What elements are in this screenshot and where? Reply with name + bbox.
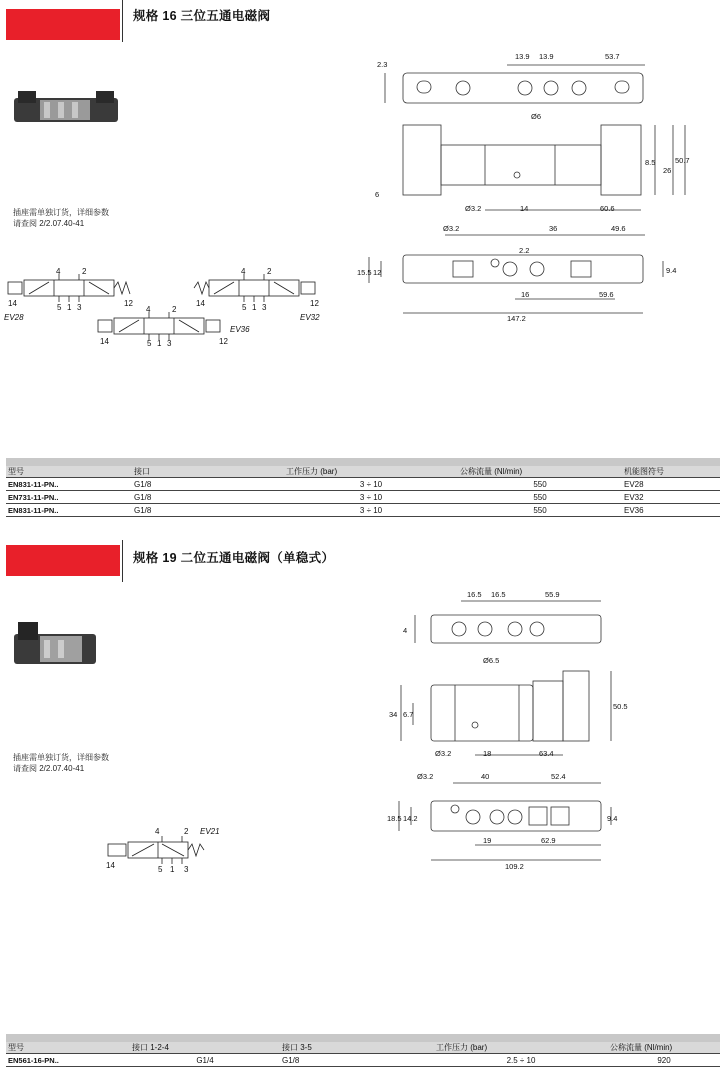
cell-flow: 550 — [458, 478, 622, 491]
dim-dia-3-2-c: Ø3.2 — [435, 749, 452, 758]
section2-table — [6, 1034, 720, 1067]
dim-14-2: 14.2 — [403, 814, 418, 823]
cell-pressure: 2.5 ÷ 10 — [434, 1054, 608, 1067]
dim-16-5-b: 16.5 — [491, 590, 506, 599]
dim-36: 36 — [549, 224, 558, 233]
dim-4: 4 — [403, 626, 408, 635]
section1-title: 规格 16 三位五通电磁阀 — [133, 9, 271, 23]
section2-symbol — [100, 824, 230, 874]
ev21-port-14: 14 — [106, 861, 115, 870]
section2-title: 规格 19 二位五通电磁阀（单稳式） — [133, 551, 335, 565]
section1-red-bar — [6, 9, 120, 40]
ev28-port-3: 3 — [77, 303, 82, 312]
dim-9-4: 9.4 — [666, 266, 677, 275]
ev28-port-12: 12 — [124, 299, 133, 308]
col-port-124: 接口 1-2-4 — [130, 1038, 280, 1054]
product-photo-1 — [10, 88, 122, 128]
dim-18: 18 — [483, 749, 492, 758]
dim-49-6: 49.6 — [611, 224, 626, 233]
cell-model: EN561-16-PN.. — [6, 1054, 130, 1067]
product-photo-2 — [10, 618, 100, 672]
section2-drawing — [385, 585, 628, 871]
ev32-port-1: 1 — [252, 303, 257, 312]
section2-note-line2: 请查阅 2/2.07.40-41 — [13, 764, 85, 773]
section2-note — [13, 752, 109, 774]
dim-6: 6 — [375, 190, 380, 199]
dim-6-7: 6.7 — [403, 710, 414, 719]
cell-port: G1/8 — [132, 478, 284, 491]
col-port: 接口 — [132, 462, 284, 478]
ev28-port-2: 2 — [82, 267, 87, 276]
cell-symbol: EV36 — [622, 504, 720, 517]
ev28-port-1: 1 — [67, 303, 72, 312]
dim-62-9: 62.9 — [541, 836, 556, 845]
dim-dia-6-5: Ø6.5 — [483, 656, 500, 665]
ev36-code: EV36 — [230, 325, 250, 334]
dim-18-5: 18.5 — [387, 814, 402, 823]
dim-14: 14 — [520, 204, 529, 213]
section2-divider — [122, 540, 123, 582]
dim-55-9: 55.9 — [545, 590, 560, 599]
cell-port-35: G1/8 — [280, 1054, 434, 1067]
table-row — [6, 491, 720, 504]
dim-dia-6: Ø6 — [531, 112, 542, 121]
section2-red-bar — [6, 545, 120, 576]
dim-dia-3-2-d: Ø3.2 — [417, 772, 434, 781]
col-pressure-2: 工作压力 (bar) — [434, 1038, 608, 1054]
cell-port: G1/8 — [132, 491, 284, 504]
col-model: 型号 — [6, 462, 132, 478]
dim-52-4: 52.4 — [551, 772, 566, 781]
section1-note-line2: 请查阅 2/2.07.40-41 — [13, 219, 85, 228]
ev32-port-12: 12 — [310, 299, 319, 308]
ev36-port-3: 3 — [167, 339, 172, 348]
section2-note-line1: 插座需单独订货，详细参数 — [13, 753, 109, 762]
dim-16-5-a: 16.5 — [467, 590, 482, 599]
ev32-port-3: 3 — [262, 303, 267, 312]
dim-63-4: 63.4 — [539, 749, 554, 758]
section1-table — [6, 458, 720, 517]
section1-drawing — [355, 45, 695, 325]
cell-pressure: 3 ÷ 10 — [284, 478, 458, 491]
ev32-port-2: 2 — [267, 267, 272, 276]
dim-53-7: 53.7 — [605, 52, 620, 61]
cell-flow: 920 — [608, 1054, 720, 1067]
dim-dia-3-2-b: Ø3.2 — [443, 224, 460, 233]
dim-12: 12 — [373, 268, 382, 277]
section1-note-line1: 插座需单独订货，详细参数 — [13, 208, 109, 217]
cell-model: EN731-11-PN.. — [6, 491, 132, 504]
dim-40: 40 — [481, 772, 490, 781]
dim-34: 34 — [389, 710, 398, 719]
ev36-port-5: 5 — [147, 339, 152, 348]
section1-divider — [122, 0, 123, 42]
ev32-code: EV32 — [300, 313, 320, 322]
ev32-port-4: 4 — [241, 267, 246, 276]
col-flow-2: 公称流量 (Nl/min) — [608, 1038, 720, 1054]
ev28-port-14: 14 — [8, 299, 17, 308]
dim-15-5: 15.5 — [357, 268, 372, 277]
ev21-port-1: 1 — [170, 865, 175, 874]
dim-147-2: 147.2 — [507, 314, 526, 323]
ev21-port-4: 4 — [155, 827, 160, 836]
dim-9-4-b: 9.4 — [607, 814, 618, 823]
dim-8-5: 8.5 — [645, 158, 656, 167]
ev36-port-4: 4 — [146, 305, 151, 314]
cell-port-124: G1/4 — [130, 1054, 280, 1067]
table-row — [6, 504, 720, 517]
col-symbol: 机能图符号 — [622, 462, 720, 478]
ev32-port-5: 5 — [242, 303, 247, 312]
dim-19: 19 — [483, 836, 492, 845]
dim-13-9-a: 13.9 — [515, 52, 530, 61]
col-pressure: 工作压力 (bar) — [284, 462, 458, 478]
ev28-code: EV28 — [4, 313, 24, 322]
ev21-port-5: 5 — [158, 865, 163, 874]
col-model-2: 型号 — [6, 1038, 130, 1054]
ev28-port-4: 4 — [56, 267, 61, 276]
cell-flow: 550 — [458, 491, 622, 504]
ev36-port-2: 2 — [172, 305, 177, 314]
ev32-port-14: 14 — [196, 299, 205, 308]
dim-60-6: 60.6 — [600, 204, 615, 213]
cell-symbol: EV28 — [622, 478, 720, 491]
dim-13-9-b: 13.9 — [539, 52, 554, 61]
dim-2-2: 2.2 — [519, 246, 530, 255]
dim-50-5: 50.5 — [613, 702, 628, 711]
ev21-code: EV21 — [200, 827, 220, 836]
cell-flow: 550 — [458, 504, 622, 517]
ev36-port-12: 12 — [219, 337, 228, 346]
table-row — [6, 1054, 720, 1067]
cell-pressure: 3 ÷ 10 — [284, 491, 458, 504]
ev21-port-3: 3 — [184, 865, 189, 874]
dim-dia-3-2-a: Ø3.2 — [465, 204, 482, 213]
ev36-port-1: 1 — [157, 339, 162, 348]
section1-symbols — [4, 266, 364, 350]
section1-note — [13, 207, 109, 229]
table-row — [6, 478, 720, 491]
ev36-port-14: 14 — [100, 337, 109, 346]
col-flow: 公称流量 (Nl/min) — [458, 462, 622, 478]
section1-table-header — [6, 462, 720, 478]
ev28-port-5: 5 — [57, 303, 62, 312]
cell-pressure: 3 ÷ 10 — [284, 504, 458, 517]
cell-symbol: EV32 — [622, 491, 720, 504]
ev21-port-2: 2 — [184, 827, 189, 836]
dim-109-2: 109.2 — [505, 862, 524, 871]
dim-26: 26 — [663, 166, 672, 175]
cell-port: G1/8 — [132, 504, 284, 517]
cell-model: EN831-11-PN.. — [6, 478, 132, 491]
section2-table-header — [6, 1038, 720, 1054]
cell-model: EN831-11-PN.. — [6, 504, 132, 517]
dim-2-3: 2.3 — [377, 60, 388, 69]
dim-16: 16 — [521, 290, 530, 299]
col-port-35: 接口 3-5 — [280, 1038, 434, 1054]
dim-59-6: 59.6 — [599, 290, 614, 299]
dim-50-7: 50.7 — [675, 156, 690, 165]
